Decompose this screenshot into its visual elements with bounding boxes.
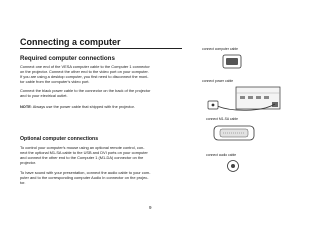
required-paragraph-2 xyxy=(20,88,195,98)
text-line: Connect the black power cable to the connector on the back of the projector xyxy=(20,88,151,93)
optional-heading: Optional computer connections xyxy=(20,136,99,142)
text-line: and connect the other end to the Computer 1 (M1-DA) connector on the xyxy=(20,155,144,161)
vga-connector-icon xyxy=(212,53,252,71)
text-line: nect the optional M1-SA cable to the USB and DVI ports on your computer xyxy=(20,150,148,156)
optional-paragraph-1 xyxy=(20,145,195,165)
power-cable-caption: connect power cable xyxy=(202,79,234,83)
text-line: on the projector. Connect the other end to the video port on your computer. xyxy=(20,69,149,75)
m1sa-cable-caption: connect M1-SA cable xyxy=(206,117,239,121)
text-line: tor cable from the computer's video port. xyxy=(20,79,90,85)
text-line: projector. xyxy=(20,160,37,166)
note-label: NOTE xyxy=(20,104,31,109)
computer-cable-caption: connect computer cable xyxy=(202,47,238,51)
audio-jack-icon xyxy=(223,158,243,174)
text-line: If you are using a desktop computer, you first need to disconnect the moni- xyxy=(20,74,149,80)
text-line: puter and to the corresponding computer Audio In connector on the projec- xyxy=(20,175,149,181)
text-line: tor. xyxy=(20,180,26,186)
m1sa-connector-icon xyxy=(212,122,256,144)
page-title: Connecting a computer xyxy=(20,37,121,47)
note-paragraph xyxy=(20,104,195,109)
text-line: To control your computer's mouse using an optional remote control, con- xyxy=(20,145,145,150)
power-cable-illustration xyxy=(202,84,282,114)
title-rule xyxy=(20,48,182,49)
page-number: 9 xyxy=(149,205,152,210)
note-text: : Always use the power cable that shipped with the projector. xyxy=(30,104,135,109)
required-paragraph-1 xyxy=(20,64,195,84)
text-line: and to your electrical outlet. xyxy=(20,93,68,99)
optional-paragraph-2 xyxy=(20,170,195,185)
text-line: Connect one end of the VESA computer cable to the Computer 1 connector xyxy=(20,64,150,69)
required-heading: Required computer connections xyxy=(20,55,115,62)
audio-cable-caption: connect audio cable xyxy=(206,153,237,157)
text-line: To have sound with your presentation, connect the audio cable to your com- xyxy=(20,170,151,175)
